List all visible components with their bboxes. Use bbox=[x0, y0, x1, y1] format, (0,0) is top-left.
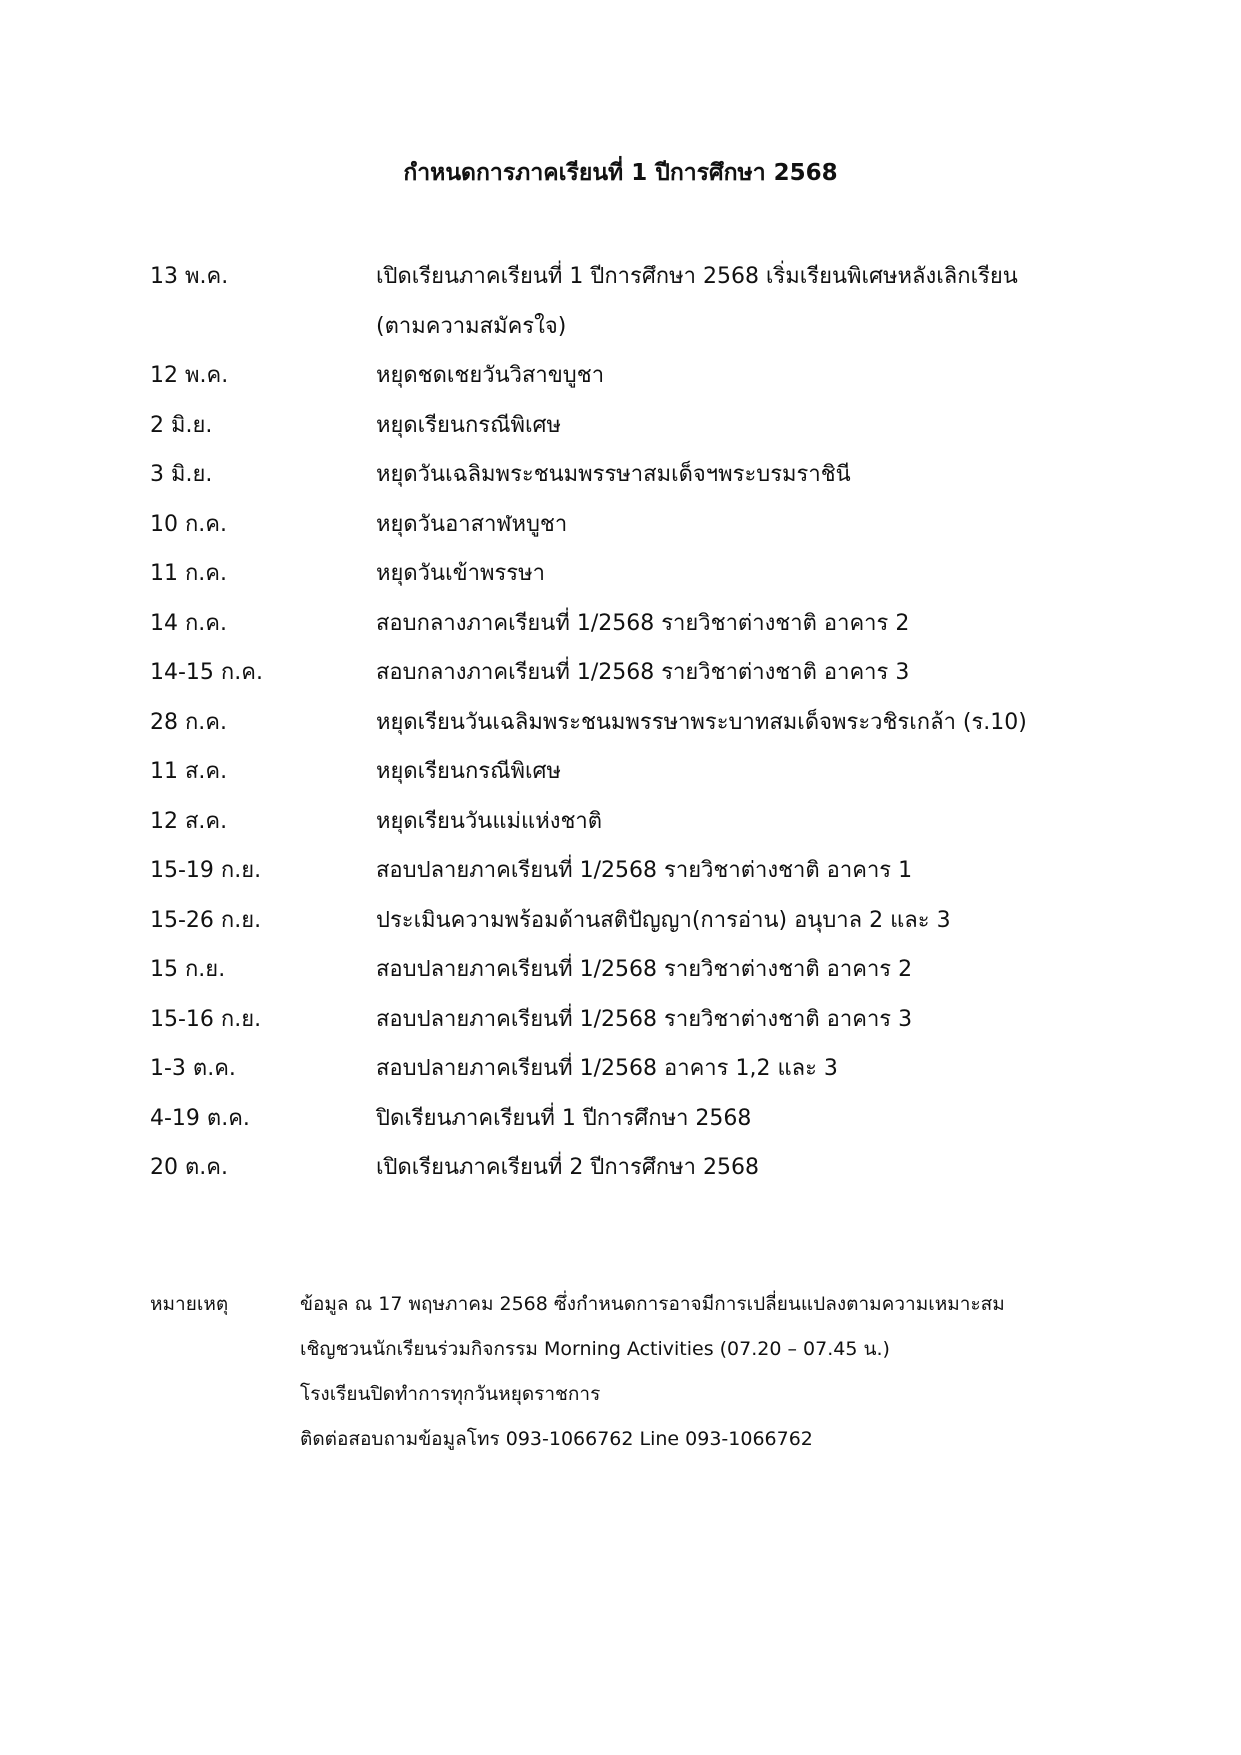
schedule-list bbox=[150, 252, 1110, 1193]
schedule-event bbox=[376, 747, 1110, 797]
schedule-event bbox=[376, 401, 1110, 451]
schedule-date: 2 มิ.ย. bbox=[150, 412, 213, 438]
schedule-event bbox=[376, 599, 1110, 649]
schedule-date: 12 พ.ค. bbox=[150, 363, 229, 388]
schedule-row bbox=[150, 648, 1110, 698]
schedule-event-line: หยุดเรียนกรณีพิเศษ bbox=[376, 412, 561, 438]
schedule-date: 15 ก.ย. bbox=[150, 957, 226, 982]
schedule-date: 10 ก.ค. bbox=[150, 511, 228, 537]
schedule-date: 12 ส.ค. bbox=[150, 808, 228, 834]
schedule-date: 14-15 ก.ค. bbox=[150, 660, 263, 685]
schedule-row bbox=[150, 797, 1110, 847]
schedule-event-line: หยุดวันเข้าพรรษา bbox=[376, 561, 545, 586]
schedule-event bbox=[376, 648, 1110, 698]
schedule-row bbox=[150, 995, 1110, 1045]
schedule-event bbox=[376, 1143, 1110, 1193]
schedule-event-line: หยุดเรียนกรณีพิเศษ bbox=[376, 759, 561, 784]
schedule-date: 13 พ.ค. bbox=[150, 264, 229, 289]
schedule-event bbox=[376, 995, 1110, 1045]
schedule-row bbox=[150, 351, 1110, 401]
schedule-event bbox=[376, 1094, 1110, 1144]
schedule-event-line: หยุดวันอาสาฬหบูชา bbox=[376, 511, 568, 537]
schedule-date: 20 ต.ค. bbox=[150, 1155, 228, 1180]
note-line: ข้อมูล ณ 17 พฤษภาคม 2568 ซึ่งกำหนดการอาจมีการเปลี่ยนแปลงตามความเหมาะสม bbox=[300, 1293, 1005, 1315]
schedule-row bbox=[150, 549, 1110, 599]
schedule-event-line: ปิดเรียนภาคเรียนที่ 1 ปีการศึกษา 2568 bbox=[376, 1105, 752, 1131]
schedule-event-line: หยุดชดเชยวันวิสาขบูชา bbox=[376, 363, 605, 388]
schedule-event-line: (ตามความสมัครใจ) bbox=[376, 313, 567, 339]
schedule-event-line: สอบปลายภาคเรียนที่ 1/2568 รายวิชาต่างชาติ อาคาร 1 bbox=[376, 858, 913, 883]
schedule-row bbox=[150, 599, 1110, 649]
schedule-event bbox=[376, 1044, 1110, 1094]
schedule-event bbox=[376, 549, 1110, 599]
schedule-row bbox=[150, 1094, 1110, 1144]
schedule-row bbox=[150, 401, 1110, 451]
schedule-event bbox=[376, 450, 1110, 500]
schedule-event-line: สอบปลายภาคเรียนที่ 1/2568 รายวิชาต่างชาติ อาคาร 3 bbox=[376, 1006, 913, 1032]
schedule-event-line: ประเมินความพร้อมด้านสติปัญญา(การอ่าน) อนุบาล 2 และ 3 bbox=[376, 907, 951, 933]
schedule-date: 14 ก.ค. bbox=[150, 610, 228, 636]
schedule-event-line: เปิดเรียนภาคเรียนที่ 2 ปีการศึกษา 2568 bbox=[376, 1155, 759, 1180]
schedule-event-line: สอบกลางภาคเรียนที่ 1/2568 รายวิชาต่างชาติ อาคาร 3 bbox=[376, 660, 910, 685]
schedule-event bbox=[376, 846, 1110, 896]
schedule-row bbox=[150, 450, 1110, 500]
schedule-event bbox=[376, 797, 1110, 847]
schedule-date: 11 ก.ค. bbox=[150, 561, 228, 586]
schedule-event bbox=[376, 698, 1110, 748]
schedule-event bbox=[376, 896, 1110, 946]
document-title: กำหนดการภาคเรียนที่ 1 ปีการศึกษา 2568 bbox=[403, 160, 838, 186]
notes-section bbox=[150, 1282, 1110, 1462]
schedule-date: 1-3 ต.ค. bbox=[150, 1056, 236, 1081]
schedule-row bbox=[150, 747, 1110, 797]
schedule-event-line: สอบปลายภาคเรียนที่ 1/2568 อาคาร 1,2 และ 3 bbox=[376, 1056, 838, 1081]
schedule-event bbox=[376, 945, 1110, 995]
schedule-event-line: สอบปลายภาคเรียนที่ 1/2568 รายวิชาต่างชาติ อาคาร 2 bbox=[376, 957, 913, 982]
schedule-event bbox=[376, 252, 1110, 351]
schedule-event-line: หยุดเรียนวันเฉลิมพระชนมพรรษาพระบาทสมเด็จพระวชิรเกล้า (ร.10) bbox=[376, 709, 1027, 735]
schedule-event bbox=[376, 500, 1110, 550]
schedule-row bbox=[150, 945, 1110, 995]
notes-label: หมายเหตุ bbox=[150, 1293, 229, 1315]
note-line: เชิญชวนนักเรียนร่วมกิจกรรม Morning Activities (07.20 – 07.45 น.) bbox=[300, 1338, 890, 1360]
schedule-date: 11 ส.ค. bbox=[150, 759, 228, 784]
schedule-row bbox=[150, 252, 1110, 351]
schedule-row bbox=[150, 1143, 1110, 1193]
schedule-row bbox=[150, 846, 1110, 896]
schedule-row bbox=[150, 896, 1110, 946]
schedule-date: 15-19 ก.ย. bbox=[150, 858, 262, 883]
schedule-event-line: สอบกลางภาคเรียนที่ 1/2568 รายวิชาต่างชาติ อาคาร 2 bbox=[376, 610, 910, 636]
schedule-event-line: หยุดเรียนวันแม่แห่งชาติ bbox=[376, 808, 603, 834]
note-line: โรงเรียนปิดทำการทุกวันหยุดราชการ bbox=[300, 1383, 601, 1405]
schedule-date: 3 มิ.ย. bbox=[150, 462, 213, 487]
schedule-date: 28 ก.ค. bbox=[150, 709, 228, 735]
schedule-date: 15-26 ก.ย. bbox=[150, 907, 262, 933]
schedule-row bbox=[150, 1044, 1110, 1094]
schedule-row bbox=[150, 698, 1110, 748]
schedule-row bbox=[150, 500, 1110, 550]
schedule-date: 15-16 ก.ย. bbox=[150, 1006, 262, 1032]
schedule-event bbox=[376, 351, 1110, 401]
schedule-event-line: หยุดวันเฉลิมพระชนมพรรษาสมเด็จฯพระบรมราชินี bbox=[376, 462, 851, 487]
notes-lines bbox=[300, 1282, 1110, 1462]
schedule-date: 4-19 ต.ค. bbox=[150, 1105, 250, 1131]
note-line: ติดต่อสอบถามข้อมูลโทร 093-1066762 Line 093-1066762 bbox=[300, 1428, 813, 1450]
schedule-event-line: เปิดเรียนภาคเรียนที่ 1 ปีการศึกษา 2568 เริ่มเรียนพิเศษหลังเลิกเรียน bbox=[376, 264, 1018, 289]
